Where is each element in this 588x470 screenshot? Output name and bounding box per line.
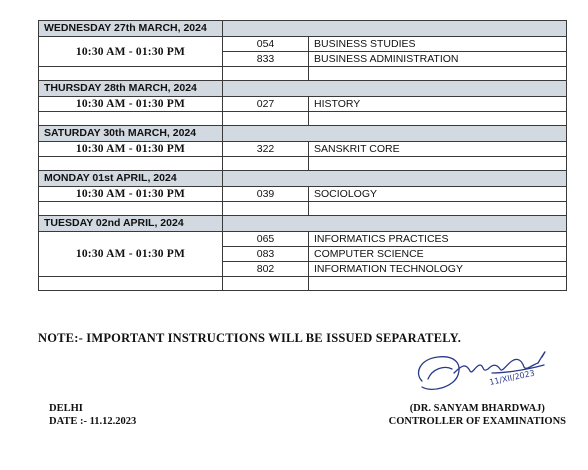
day-header-row <box>39 21 567 37</box>
blank-row <box>39 112 567 126</box>
exam-time: 10:30 AM - 01:30 PM <box>39 37 223 67</box>
subject-row <box>39 142 567 157</box>
exam-time: 10:30 AM - 01:30 PM <box>39 187 223 202</box>
blank-cell <box>223 202 309 216</box>
day-header-row <box>39 216 567 232</box>
subject-row <box>39 37 567 52</box>
blank-cell <box>223 67 309 81</box>
blank-cell <box>223 112 309 126</box>
place: DELHI <box>49 403 83 414</box>
blank-row <box>39 277 567 291</box>
subject-name: SANSKRIT CORE <box>309 142 567 157</box>
signatory-block <box>389 402 566 428</box>
subject-row <box>39 187 567 202</box>
subject-code: 054 <box>223 37 309 52</box>
blank-cell <box>309 112 567 126</box>
subject-name: INFORMATICS PRACTICES <box>309 232 567 247</box>
subject-row <box>39 232 567 247</box>
blank-cell <box>39 157 223 171</box>
day-header-filler <box>223 81 567 97</box>
blank-cell <box>223 277 309 291</box>
subject-name: COMPUTER SCIENCE <box>309 247 567 262</box>
exam-time: 10:30 AM - 01:30 PM <box>39 97 223 112</box>
blank-cell <box>309 157 567 171</box>
handwritten-signature <box>392 343 568 407</box>
day-header-filler <box>223 216 567 232</box>
blank-row <box>39 157 567 171</box>
place-and-date <box>49 402 136 428</box>
day-header: MONDAY 01st APRIL, 2024 <box>39 171 223 187</box>
day-header: SATURDAY 30th MARCH, 2024 <box>39 126 223 142</box>
subject-name: HISTORY <box>309 97 567 112</box>
day-header-row <box>39 171 567 187</box>
subject-code: 083 <box>223 247 309 262</box>
signatory-title: CONTROLLER OF EXAMINATIONS <box>388 416 566 427</box>
blank-cell <box>39 112 223 126</box>
blank-row <box>39 202 567 216</box>
subject-code: 039 <box>223 187 309 202</box>
exam-schedule-table <box>38 20 567 291</box>
subject-name: BUSINESS STUDIES <box>309 37 567 52</box>
subject-name: INFORMATION TECHNOLOGY <box>309 262 567 277</box>
subject-code: 833 <box>223 52 309 67</box>
blank-cell <box>309 202 567 216</box>
day-header-row <box>39 126 567 142</box>
blank-cell <box>39 67 223 81</box>
blank-cell <box>309 67 567 81</box>
subject-code: 065 <box>223 232 309 247</box>
subject-code: 802 <box>223 262 309 277</box>
blank-cell <box>39 277 223 291</box>
blank-cell <box>223 157 309 171</box>
subject-code: 322 <box>223 142 309 157</box>
subject-name: BUSINESS ADMINISTRATION <box>309 52 567 67</box>
subject-code: 027 <box>223 97 309 112</box>
signature-date-scribble: 11/XII/2023 <box>488 368 536 387</box>
issue-date: DATE :- 11.12.2023 <box>49 416 137 427</box>
signatory-name: (DR. SANYAM BHARDWAJ) <box>409 403 545 414</box>
exam-time: 10:30 AM - 01:30 PM <box>39 142 223 157</box>
blank-row <box>39 67 567 81</box>
day-header-row <box>39 81 567 97</box>
subject-name: SOCIOLOGY <box>309 187 567 202</box>
day-header: TUESDAY 02nd APRIL, 2024 <box>39 216 223 232</box>
day-header-filler <box>223 126 567 142</box>
day-header: THURSDAY 28th MARCH, 2024 <box>39 81 223 97</box>
day-header: WEDNESDAY 27th MARCH, 2024 <box>39 21 223 37</box>
blank-cell <box>309 277 567 291</box>
blank-cell <box>39 202 223 216</box>
note-text: NOTE:- IMPORTANT INSTRUCTIONS WILL BE ISSUED SEPARATELY. <box>38 331 462 345</box>
subject-row <box>39 97 567 112</box>
day-header-filler <box>223 21 567 37</box>
exam-time: 10:30 AM - 01:30 PM <box>39 232 223 277</box>
day-header-filler <box>223 171 567 187</box>
